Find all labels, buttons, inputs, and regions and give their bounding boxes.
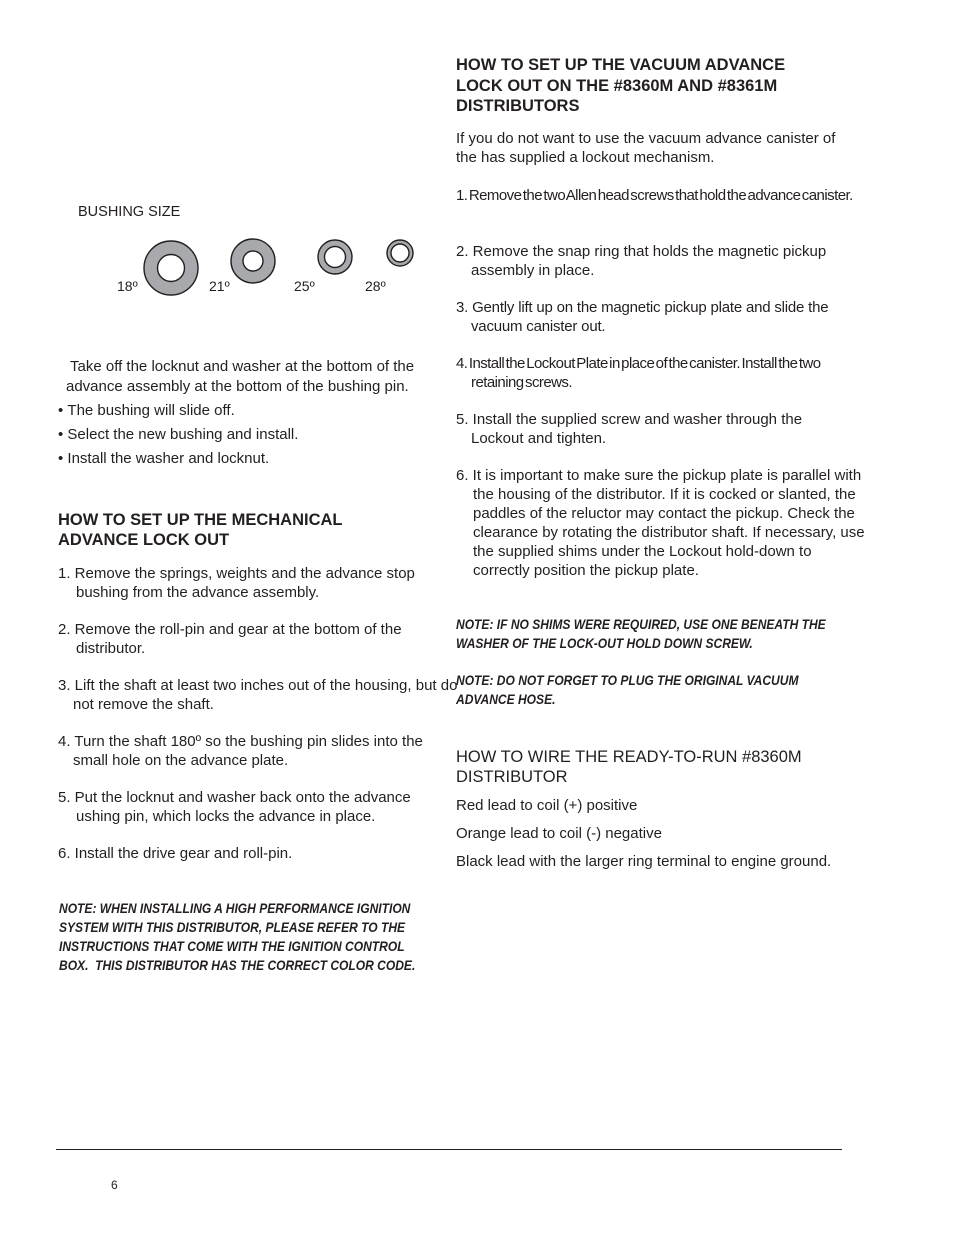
bushing-hole-18 <box>158 255 185 282</box>
page-number: 6 <box>111 1178 118 1192</box>
wiring-line-orange: Orange lead to coil (-) negative <box>456 825 662 842</box>
wiring-heading-line-2: DISTRIBUTOR <box>456 768 568 786</box>
bushing-bullet-2: • Select the new bushing and install. <box>58 425 298 444</box>
mechanical-heading-line-2: ADVANCE LOCK OUT <box>58 531 230 549</box>
bushing-size-title: BUSHING SIZE <box>78 204 181 220</box>
mechanical-step-2: 2. Remove the roll-pin and gear at the bottom of the distributor. <box>58 621 402 657</box>
vacuum-step-1: 1. Remove the two Allen head screws that hold the advance canister. <box>456 187 853 204</box>
mechanical-note-line-4: BOX. THIS DISTRIBUTOR HAS THE CORRECT COLOR CODE. <box>59 957 416 973</box>
mechanical-step-3: 3. Lift the shaft at least two inches out of the housing, but do not remove the shaft. <box>58 677 458 713</box>
mechanical-step-4: 4. Turn the shaft 180º so the bushing pin slides into the small hole on the advance plate. <box>58 733 423 769</box>
mechanical-step-1: 1. Remove the springs, weights and the advance stop bushing from the advance assembly. <box>58 565 415 601</box>
vacuum-note-2-line-1: NOTE: DO NOT FORGET TO PLUG THE ORIGINAL VACUUM <box>456 672 799 688</box>
vacuum-step-6: 6. It is important to make sure the pickup plate is parallel with the housing of the distributor. If it is cocked or slanted, the paddles of the reluctor may contact the pickup. Check the clearance by rotating the distributor shaft. If necessary, use the supplied shims under the Lockout hold-down to correctly position the pickup plate. <box>456 467 865 579</box>
mechanical-step-6: 6. Install the drive gear and roll-pin. <box>58 845 293 862</box>
bushing-label-18: 18º <box>117 278 138 294</box>
bushing-hole-21 <box>243 251 263 271</box>
bushing-intro-paragraph: Take off the locknut and washer at the bottom of the advance assembly at the bottom of the bushing pin. <box>66 358 415 395</box>
vacuum-heading-line-1: HOW TO SET UP THE VACUUM ADVANCE <box>456 56 786 74</box>
vacuum-heading-line-2: LOCK OUT ON THE #8360M AND #8361M <box>456 76 778 95</box>
vacuum-note-1-line-2: WASHER OF THE LOCK-OUT HOLD DOWN SCREW. <box>456 635 753 651</box>
mechanical-heading-line-1: HOW TO SET UP THE MECHANICAL <box>58 511 343 529</box>
bushing-bullet-1: • The bushing will slide off. <box>58 401 235 420</box>
vacuum-step-4: 4. Install the Lockout Plate in place of the canister. Install the two retaining screws. <box>456 355 821 391</box>
mechanical-note-line-1: NOTE: WHEN INSTALLING A HIGH PERFORMANCE IGNITION <box>59 900 411 916</box>
bushing-hole-25 <box>325 247 346 268</box>
bushing-label-21: 21º <box>209 278 230 294</box>
mechanical-note-line-2: SYSTEM WITH THIS DISTRIBUTOR, PLEASE REFER TO THE <box>59 919 406 935</box>
vacuum-step-5: 5. Install the supplied screw and washer through the Lockout and tighten. <box>456 411 803 447</box>
vacuum-note-2-line-2: ADVANCE HOSE. <box>456 691 556 707</box>
bushing-label-28: 28º <box>365 278 386 294</box>
vacuum-step-2: 2. Remove the snap ring that holds the magnetic pickup assembly in place. <box>456 243 827 279</box>
bushing-hole-28 <box>391 244 409 262</box>
footer-rule <box>56 1149 842 1150</box>
vacuum-note-1-line-1: NOTE: IF NO SHIMS WERE REQUIRED, USE ONE BENEATH THE <box>456 616 826 632</box>
vacuum-heading-line-3: DISTRIBUTORS <box>456 97 580 115</box>
wiring-heading-line-1: HOW TO WIRE THE READY-TO-RUN #8360M <box>456 748 802 766</box>
vacuum-intro-paragraph: If you do not want to use the vacuum advance canister of the has supplied a lockout mechanism. <box>456 130 836 166</box>
mechanical-note-line-3: INSTRUCTIONS THAT COME WITH THE IGNITION CONTROL <box>59 938 405 954</box>
vacuum-step-3: 3. Gently lift up on the magnetic pickup plate and slide the vacuum canister out. <box>456 299 829 335</box>
mechanical-step-5: 5. Put the locknut and washer back onto the advance ushing pin, which locks the advance in place. <box>58 789 411 825</box>
bushing-bullet-3: • Install the washer and locknut. <box>58 449 269 468</box>
wiring-line-black: Black lead with the larger ring terminal to engine ground. <box>456 853 832 870</box>
bushing-label-25: 25º <box>294 278 315 294</box>
wiring-line-red: Red lead to coil (+) positive <box>456 797 638 814</box>
